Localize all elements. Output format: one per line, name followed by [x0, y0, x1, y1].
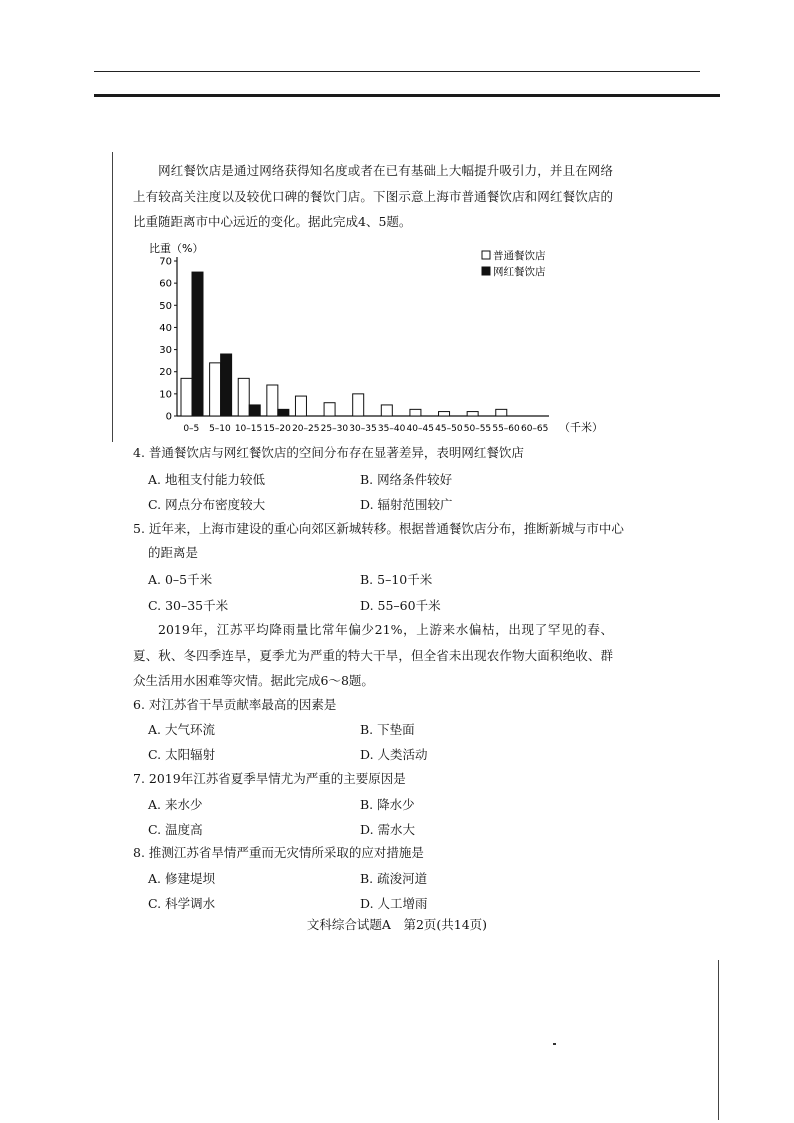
bar-normal — [381, 405, 392, 416]
y-tick-label: 50 — [159, 300, 172, 312]
q6-option-a: A. 大气环流 — [148, 722, 215, 737]
question-5-stem-line1: 5. 近年来，上海市建设的重心向郊区新城转移。根据普通餐饮店分布，推断新城与市中心 — [133, 521, 624, 536]
bar-normal — [467, 412, 478, 416]
q4-option-d: D. 辐射范围较广 — [360, 497, 453, 512]
bar-wanghong — [249, 405, 260, 416]
drought-paragraph: 2019年，江苏平均降雨量比常年偏少21%，上游来水偏枯，出现了罕见的春、夏、秋、冬四季连旱，夏季尤为严重的特大干旱，但全省未出现农作物大面积绝收、群众生活用水困难等灾情。据此完成6～8题。 — [133, 622, 613, 688]
q8-option-b: B. 疏浚河道 — [360, 871, 428, 886]
q7-option-a: A. 来水少 — [148, 797, 203, 812]
q5-option-b: B. 5–10千米 — [360, 572, 433, 587]
q8-option-d: D. 人工增雨 — [360, 896, 428, 911]
q7-option-d: D. 需水大 — [360, 822, 416, 837]
q4-option-b: B. 网络条件较好 — [360, 472, 453, 487]
margin-line — [112, 152, 113, 442]
bar-normal — [238, 378, 249, 416]
q8-option-a: A. 修建堤坝 — [148, 871, 215, 886]
x-tick-label: 50–55 — [463, 424, 492, 434]
q4-option-c: C. 网点分布密度较大 — [148, 497, 266, 512]
y-tick-label: 10 — [159, 389, 172, 401]
x-tick-label: 60–65 — [520, 424, 549, 434]
x-tick-label: 45–50 — [435, 424, 463, 434]
q7-option-c: C. 温度高 — [148, 822, 203, 837]
intro-paragraph: 网红餐饮店是通过网络获得知名度或者在已有基础上大幅提升吸引力，并且在网络上有较高关注度以及较优口碑的餐饮门店。下图示意上海市普通餐饮店和网红餐饮店的比重随距离市中心远近的变化。据此完成4、5题。 — [133, 163, 613, 229]
x-tick-label: 30–35 — [349, 424, 377, 434]
x-tick-label: 15–20 — [263, 424, 291, 434]
y-tick-label: 40 — [159, 322, 172, 334]
legend — [482, 249, 546, 278]
bar-normal — [324, 403, 335, 416]
x-axis-labels — [183, 424, 548, 434]
legend-label-wanghong: 网红餐饮店 — [493, 266, 546, 278]
y-tick-label: 20 — [159, 367, 172, 379]
legend-label-normal: 普通餐饮店 — [493, 250, 546, 262]
question-4-stem: 4. 普通餐饮店与网红餐饮店的空间分布存在显著差异，表明网红餐饮店 — [133, 445, 524, 460]
q4-option-a: A. 地租支付能力较低 — [148, 472, 265, 487]
q8-option-c: C. 科学调水 — [148, 896, 216, 911]
question-8-stem: 8. 推测江苏省旱情严重而无灾情所采取的应对措施是 — [133, 845, 424, 860]
bar-normal — [267, 385, 278, 416]
bar-normal — [181, 378, 192, 416]
x-tick-label: 20–25 — [292, 424, 320, 434]
x-tick-label: 55–60 — [492, 424, 520, 434]
bars — [181, 272, 507, 416]
bar-normal — [410, 409, 421, 416]
legend-swatch-normal — [482, 251, 490, 259]
q5-option-c: C. 30–35千米 — [148, 598, 229, 613]
bar-normal — [439, 412, 450, 416]
bar-chart — [133, 238, 603, 436]
header-thick-rule — [94, 94, 720, 97]
q5-option-d: D. 55–60千米 — [360, 598, 441, 613]
question-5-stem-line2: 的距离是 — [148, 545, 199, 560]
x-tick-label: 25–30 — [320, 424, 349, 434]
x-tick-label: 40–45 — [406, 424, 434, 434]
x-tick-label: 35–40 — [377, 424, 406, 434]
x-tick-label: 0–5 — [183, 424, 200, 434]
y-tick-label: 0 — [165, 411, 172, 423]
y-tick-label: 60 — [159, 278, 172, 290]
scan-speck — [553, 1043, 556, 1045]
question-6-stem: 6. 对江苏省干旱贡献率最高的因素是 — [133, 697, 337, 712]
bar-wanghong — [221, 354, 232, 416]
q6-option-d: D. 人类活动 — [360, 747, 428, 762]
q5-option-a: A. 0–5千米 — [148, 572, 213, 587]
x-axis-unit: （千米） — [559, 421, 603, 434]
q7-option-b: B. 降水少 — [360, 797, 415, 812]
y-tick-label: 30 — [159, 345, 172, 357]
legend-swatch-wanghong — [482, 267, 490, 275]
bar-normal — [295, 396, 306, 416]
q6-option-b: B. 下垫面 — [360, 722, 415, 737]
bar-wanghong — [278, 409, 289, 416]
page-footer: 文科综合试题A 第2页(共14页) — [306, 917, 488, 932]
q6-option-c: C. 太阳辐射 — [148, 747, 216, 762]
y-tick-label: 70 — [159, 256, 172, 268]
chart-y-label: 比重（%） — [149, 242, 204, 255]
bar-normal — [496, 409, 507, 416]
header-rule — [94, 71, 700, 72]
x-tick-label: 10–15 — [234, 424, 263, 434]
margin-line-bottom — [718, 960, 719, 1120]
x-tick-label: 5–10 — [209, 424, 231, 434]
question-7-stem: 7. 2019年江苏省夏季旱情尤为严重的主要原因是 — [133, 771, 406, 786]
bar-normal — [353, 394, 364, 416]
bar-normal — [210, 363, 221, 416]
bar-wanghong — [192, 272, 203, 416]
